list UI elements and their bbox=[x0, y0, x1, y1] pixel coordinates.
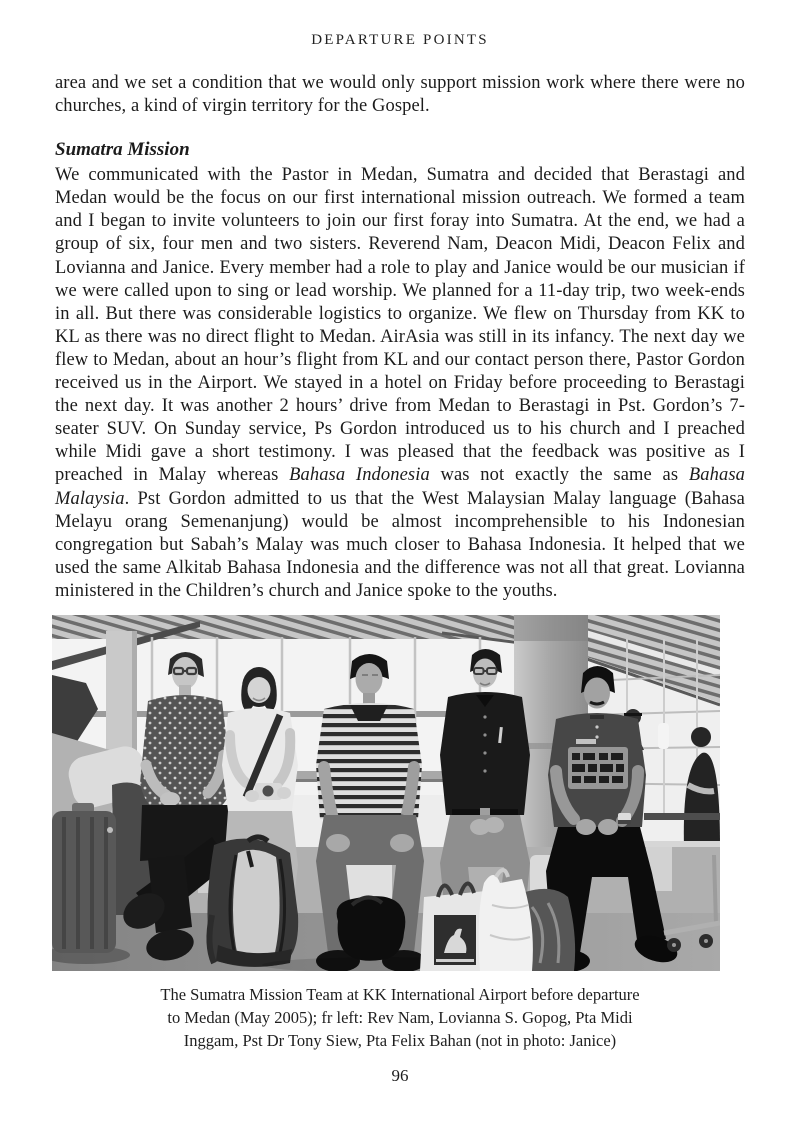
intro-paragraph: area and we set a condition that we would only support mission work where there were no churches, a kind of virgin territory for the Gospel. bbox=[55, 73, 745, 117]
section-paragraph: We communicated with the Pastor in Medan, Sumatra and decided that Berastagi and Medan would be the focus on our first international mission outreach. We formed a team and I began to invite volunteers to join our first foray into Sumatra. At the end, we had a group of six, four men and two sisters. Reverend Nam, Deacon Midi, Deacon Felix and Lovianna and Janice. Every member had a role to play and Janice would be our musician if we were called upon to sing or lead worship. We planned for a 11-day trip, two week-ends in all. But there was considerable logistics to organize. We flew on Thursday from KK to KL as there was no direct flight to Medan. AirAsia was still in its infancy. The next day we flew to Medan, about an hour’s flight from KL and our contact person there, Pastor Gordon received us in the Airport. We stayed in a hotel on Friday before proceeding to Berastagi the next day. It was another 2 hours’ drive from Medan to Berastagi in Pst. Gordon’s 7-seater SUV. On Sunday service, Ps Gordon introduced us to his church and I preached while Midi gave a short testimony. I was pleased that the feedback was positive as I preached in Malay whereas Bahasa Indonesia was not exactly the same as Bahasa Malaysia. Pst Gordon admitted to us that the West Malaysian Malay language (Bahasa Melayu orang Semenanjung) would be almost incomprehensible to his Indonesian congregation but Sabah’s Malay was much closer to Bahasa Indonesia. It helped that we used the same Alkitab Bahasa Indonesia and the difference was not all that great. Lovianna ministered in the Children’s church and Janice spoke to the youths. bbox=[55, 165, 746, 601]
mission-team-photo-image bbox=[52, 615, 720, 971]
running-header: DEPARTURE POINTS bbox=[311, 32, 489, 48]
photo-caption bbox=[55, 983, 745, 1052]
mission-team-photo bbox=[52, 615, 720, 971]
text-block bbox=[55, 72, 745, 603]
backpack bbox=[207, 837, 298, 967]
caption-line: to Medan (May 2005); fr left: Rev Nam, Lovianna S. Gopog, Pta Midi bbox=[167, 1007, 633, 1027]
duffel-bag bbox=[337, 896, 406, 961]
caption-line: Inggam, Pst Dr Tony Siew, Pta Felix Bahan (not in photo: Janice) bbox=[183, 1030, 617, 1050]
section-heading: Sumatra Mission bbox=[55, 139, 190, 161]
caption-line: The Sumatra Mission Team at KK International Airport before departure bbox=[160, 984, 640, 1004]
page-number: 96 bbox=[391, 1065, 409, 1085]
